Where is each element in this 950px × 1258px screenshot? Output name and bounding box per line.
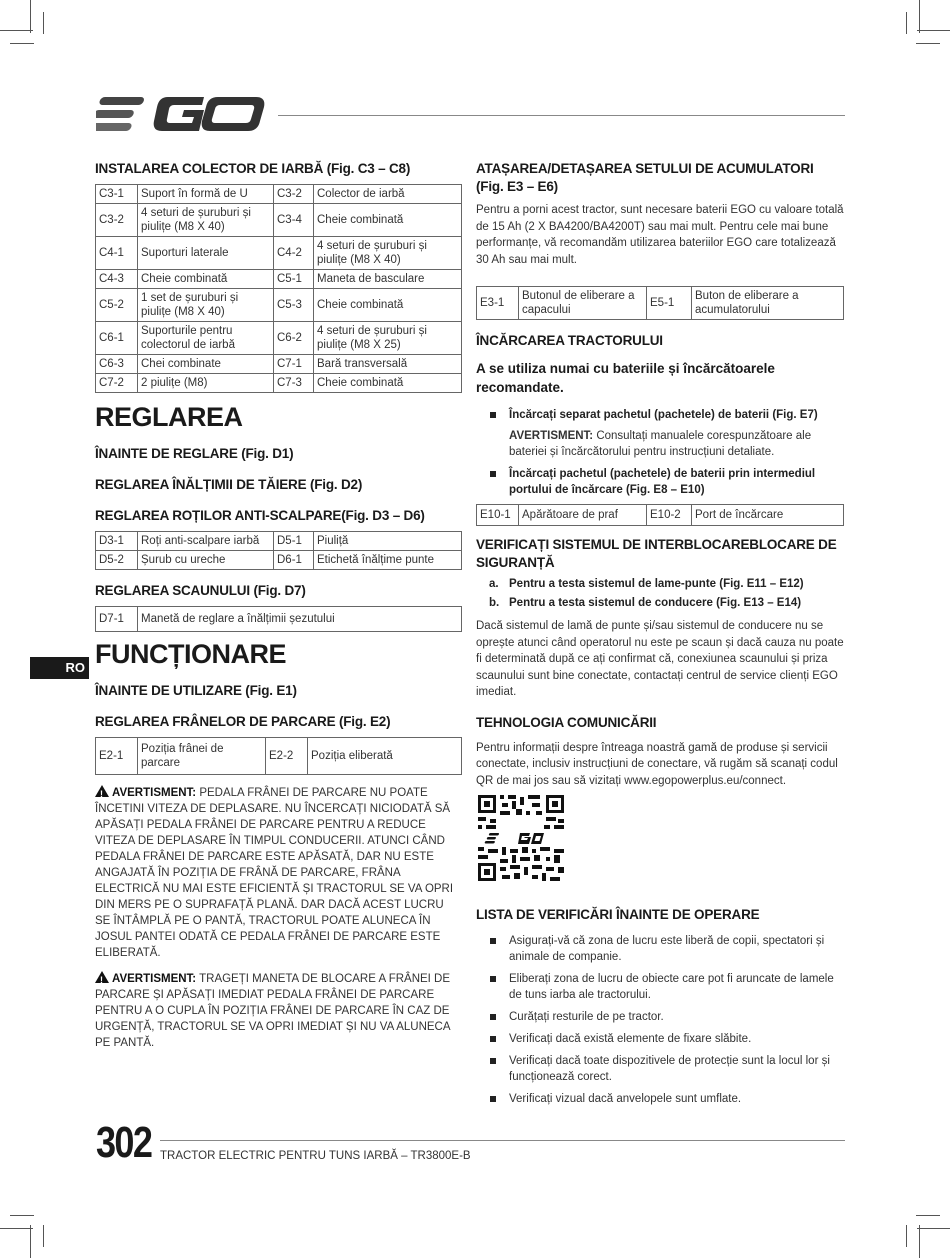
part-name: Suport în formă de U <box>138 185 274 204</box>
part-name: Maneta de basculare <box>314 270 462 289</box>
crop-mark <box>30 1225 31 1258</box>
table-row <box>96 289 462 322</box>
part-name: 1 set de șuruburi și piulițe (M8 X 40) <box>138 289 274 322</box>
part-code: D5-2 <box>96 551 138 570</box>
warning-parking-brake <box>95 785 462 961</box>
crop-mark <box>906 12 907 34</box>
part-code: C3-1 <box>96 185 138 204</box>
crop-mark <box>917 30 950 31</box>
part-code: C6-3 <box>96 355 138 374</box>
crop-mark <box>10 43 34 44</box>
part-name: Chei combinate <box>138 355 274 374</box>
warning-text: TRAGEȚI MANETA DE BLOCARE A FRÂNEI DE PARCARE ȘI APĂSAȚI IMEDIAT PEDALA FRÂNEI DE PARCARE PENTRU A O CUPLA ÎN POZIȚIA FRÂNEI DE PARCARE ÎN CAZ DE URGENȚĂ, TRACTORUL SE VA OPRI IMEDIAT ȘI NU VA ALUNECA PE PANTĂ. <box>95 973 451 1049</box>
part-code: D7-1 <box>96 607 138 632</box>
part-code: C5-2 <box>96 289 138 322</box>
qr-code[interactable] <box>476 793 566 883</box>
part-name: Port de încărcare <box>692 505 844 526</box>
section-title-functionare: FUNCȚIONARE <box>95 639 286 669</box>
warning-emergency <box>95 971 462 1051</box>
list-item: Verificați vizual dacă anvelopele sunt umflate. <box>476 1091 844 1107</box>
part-name: Manetă de reglare a înălțimii șezutului <box>138 607 462 632</box>
part-code: C6-1 <box>96 322 138 355</box>
part-name: Apărătoare de praf <box>519 505 647 526</box>
crop-mark <box>917 1228 950 1229</box>
cut-height-heading: REGLAREA ÎNĂLȚIMII DE TĂIERE (Fig. D2) <box>95 477 363 492</box>
part-name: 4 seturi de șuruburi și piulițe (M8 X 40) <box>314 237 462 270</box>
part-name: 2 piulițe (M8) <box>138 374 274 393</box>
crop-mark <box>919 1225 920 1258</box>
table-row <box>96 270 462 289</box>
part-code: C4-2 <box>274 237 314 270</box>
part-code: D6-1 <box>274 551 314 570</box>
crop-mark <box>43 1225 44 1247</box>
crop-mark <box>0 30 33 31</box>
part-name: Cheie combinată <box>314 289 462 322</box>
table-row <box>96 322 462 355</box>
table-row <box>96 237 462 270</box>
battery-heading: ATAȘAREA/DETAȘAREA SETULUI DE ACUMULATORI (Fig. E3 – E6) <box>476 161 814 194</box>
interlock-text: Dacă sistemul de lamă de punte și/sau sistemul de conducere nu se oprește atunci când operatorul nu este pe scaun și dacă cauza nu poate fi determinată după ce ați confirmat că, conexiunea scaunului și priza scaunului sunt bine conectate, contactați centrul de service clienți EGO imediat. <box>476 620 844 698</box>
part-code: C3-2 <box>96 204 138 237</box>
collector-heading: INSTALAREA COLECTOR DE IARBĂ (Fig. C3 – C8) <box>95 161 411 176</box>
part-code: E10-2 <box>647 505 692 526</box>
part-name: Etichetă înălțime punte <box>314 551 462 570</box>
warning-icon <box>95 971 109 983</box>
part-code: E3-1 <box>477 287 519 320</box>
table-row <box>96 607 462 632</box>
list-item: Asigurați-vă că zona de lucru este liberă de copii, spectatori și animale de companie. <box>476 933 844 965</box>
warning-icon <box>95 785 109 797</box>
part-code: D5-1 <box>274 532 314 551</box>
crop-mark <box>906 1225 907 1247</box>
part-name: Suporturile pentru colectorul de iarbă <box>138 322 274 355</box>
interlock-list <box>476 575 844 613</box>
charging-subheading: A se utiliza numai cu bateriile și încărcătoarele recomandate. <box>476 361 775 395</box>
table-row <box>96 374 462 393</box>
part-code: E2-1 <box>96 738 138 775</box>
table-row <box>477 505 844 526</box>
part-name: Cheie combinată <box>314 374 462 393</box>
header-rule <box>278 115 845 116</box>
part-code: E5-1 <box>647 287 692 320</box>
part-name: Cheie combinată <box>314 204 462 237</box>
warning-label: AVERTISMENT: <box>509 430 594 442</box>
list-item: Verificați dacă toate dispozitivele de protecție sunt la locul lor și funcționează corect. <box>476 1053 844 1085</box>
anti-scalp-table <box>95 531 462 570</box>
part-name: Colector de iarbă <box>314 185 462 204</box>
part-code: C5-1 <box>274 270 314 289</box>
list-item: Curățați resturile de pe tractor. <box>476 1009 844 1025</box>
crop-mark <box>916 1215 940 1216</box>
page-number: 302 <box>96 1118 152 1167</box>
list-item <box>476 407 844 460</box>
list-letter: a. <box>489 578 499 590</box>
parking-brake-table <box>95 737 462 775</box>
checklist <box>476 933 844 1107</box>
part-code: C4-1 <box>96 237 138 270</box>
part-code: C4-3 <box>96 270 138 289</box>
footer-rule <box>160 1140 845 1141</box>
warning-text: PEDALA FRÂNEI DE PARCARE NU POATE ÎNCETINI VITEZA DE DEPLASARE. NU ÎNCERCAȚI NICIODATĂ SĂ APĂSAȚI PEDALA FRÂNEI DE PARCARE PENTRU A REDUCE VITEZA DE DEPLASARE ÎN TIMPUL CONDUCERII. ATUNCI CÂND PEDALA FRÂNEI DE PARCARE ESTE APĂSATĂ, DAR NU ESTE ANGAJATĂ ÎN POZIȚIA DE FRÂNĂ DE PARCARE, FRÂNA ELECTRICĂ NU MAI ESTE EFICIENTĂ ȘI TRACTORUL SE VA OPRI DIN MERS PE O SUPRAFAȚĂ PLANĂ. DAR DACĂ ACEST LUCRU SE ÎNTÂMPLĂ PE O PANTĂ, TRACTORUL POATE ALUNECA ÎN JOSUL PANTEI ODATĂ CE PEDALA FRÂNEI DE PARCARE ESTE ELIBERATĂ. <box>95 787 454 959</box>
table-row <box>96 204 462 237</box>
part-name: 4 seturi de șuruburi și piulițe (M8 X 25) <box>314 322 462 355</box>
battery-table <box>476 286 844 320</box>
crop-mark <box>30 0 31 33</box>
part-name: Bară transversală <box>314 355 462 374</box>
table-row <box>96 532 462 551</box>
charge-warning <box>509 428 844 460</box>
part-name: Poziția eliberată <box>308 738 462 775</box>
list-letter: b. <box>489 597 500 609</box>
part-name: Suporturi laterale <box>138 237 274 270</box>
warning-label: AVERTISMENT: <box>112 973 197 985</box>
part-code: C7-1 <box>274 355 314 374</box>
list-item-text: Încărcați pachetul (pachetele) de baterii prin intermediul portului de încărcare (Fig. E8 – E10) <box>509 468 816 496</box>
charging-list <box>476 407 844 498</box>
part-code: C6-2 <box>274 322 314 355</box>
part-name: Poziția frânei de parcare <box>138 738 266 775</box>
table-row <box>96 551 462 570</box>
part-name: Butonul de eliberare a capacului <box>519 287 647 320</box>
charge-port-table <box>476 504 844 526</box>
crop-mark <box>10 1215 34 1216</box>
right-column <box>476 160 844 1113</box>
part-name: Piuliță <box>314 532 462 551</box>
table-row <box>96 185 462 204</box>
crop-mark <box>43 12 44 34</box>
footer-title: TRACTOR ELECTRIC PENTRU TUNS IARBĂ – TR3800E-B <box>160 1150 471 1162</box>
part-code: E10-1 <box>477 505 519 526</box>
language-tab: RO <box>30 657 89 679</box>
crop-mark <box>0 1228 33 1229</box>
interlock-heading: VERIFICAȚI SISTEMUL DE INTERBLOCAREBLOCARE DE SIGURANȚĂ <box>476 537 837 570</box>
collector-parts-table <box>95 184 462 393</box>
warning-label: AVERTISMENT: <box>112 787 197 799</box>
part-code: D3-1 <box>96 532 138 551</box>
before-use-heading: ÎNAINTE DE UTILIZARE (Fig. E1) <box>95 683 297 698</box>
part-code: C3-4 <box>274 204 314 237</box>
part-name: Șurub cu ureche <box>138 551 274 570</box>
anti-scalp-heading: REGLAREA ROȚILOR ANTI-SCALPARE(Fig. D3 – D6) <box>95 508 425 523</box>
list-item-text: Încărcați separat pachetul (pachetele) de baterii (Fig. E7) <box>509 409 818 421</box>
left-column <box>95 160 462 1061</box>
part-code: C5-3 <box>274 289 314 322</box>
list-item-text: Pentru a testa sistemul de conducere (Fig. E13 – E14) <box>509 597 802 609</box>
table-row <box>477 287 844 320</box>
part-name: Buton de eliberare a acumulatorului <box>692 287 844 320</box>
checklist-heading: LISTA DE VERIFICĂRI ÎNAINTE DE OPERARE <box>476 907 760 922</box>
list-item: Verificați dacă există elemente de fixare slăbite. <box>476 1031 844 1047</box>
crop-mark <box>919 0 920 33</box>
section-title-reglarea: REGLAREA <box>95 402 243 432</box>
part-code: C7-3 <box>274 374 314 393</box>
part-code: E2-2 <box>266 738 308 775</box>
warning-text: Consultați manualele corespunzătoare ale bateriei și încărcătorului pentru instrucțiuni detaliate. <box>509 430 812 458</box>
part-code: C3-2 <box>274 185 314 204</box>
seat-table <box>95 606 462 632</box>
part-name: Roți anti-scalpare iarbă <box>138 532 274 551</box>
table-row <box>96 355 462 374</box>
crop-mark <box>916 43 940 44</box>
list-item <box>476 594 844 613</box>
list-item <box>476 466 844 498</box>
list-item: Eliberați zona de lucru de obiecte care pot fi aruncate de lamele de tuns iarba ale tractorului. <box>476 971 844 1003</box>
seat-heading: REGLAREA SCAUNULUI (Fig. D7) <box>95 583 306 598</box>
table-row <box>96 738 462 775</box>
charging-heading: ÎNCĂRCAREA TRACTORULUI <box>476 333 663 348</box>
tech-heading: TEHNOLOGIA COMUNICĂRII <box>476 714 657 730</box>
list-item-text: Pentru a testa sistemul de lame-punte (Fig. E11 – E12) <box>509 578 804 590</box>
tech-text: Pentru informații despre întreaga noastră gamă de produse și servicii conectate, inclusiv instrucțiuni de conectare, vă rugăm să scanați codul QR de mai jos sau să vizitați www.egopowerplus.eu/connect. <box>476 741 838 787</box>
part-name: 4 seturi de șuruburi și piulițe (M8 X 40) <box>138 204 274 237</box>
list-item <box>476 575 844 594</box>
before-adjust-heading: ÎNAINTE DE REGLARE (Fig. D1) <box>95 446 294 461</box>
battery-text: Pentru a porni acest tractor, sunt necesare baterii EGO cu valoare totală de 15 Ah (2 X BA4200/BA4200T) sau mai mult. Pentru cele mai bune performanțe, vă recomandăm utilizarea bateriilor EGO care totalizează 30 Ah sau mai mult. <box>476 204 844 266</box>
part-code: C7-2 <box>96 374 138 393</box>
parking-brake-heading: REGLAREA FRÂNELOR DE PARCARE (Fig. E2) <box>95 714 391 729</box>
part-name: Cheie combinată <box>138 270 274 289</box>
ego-logo <box>96 94 268 134</box>
